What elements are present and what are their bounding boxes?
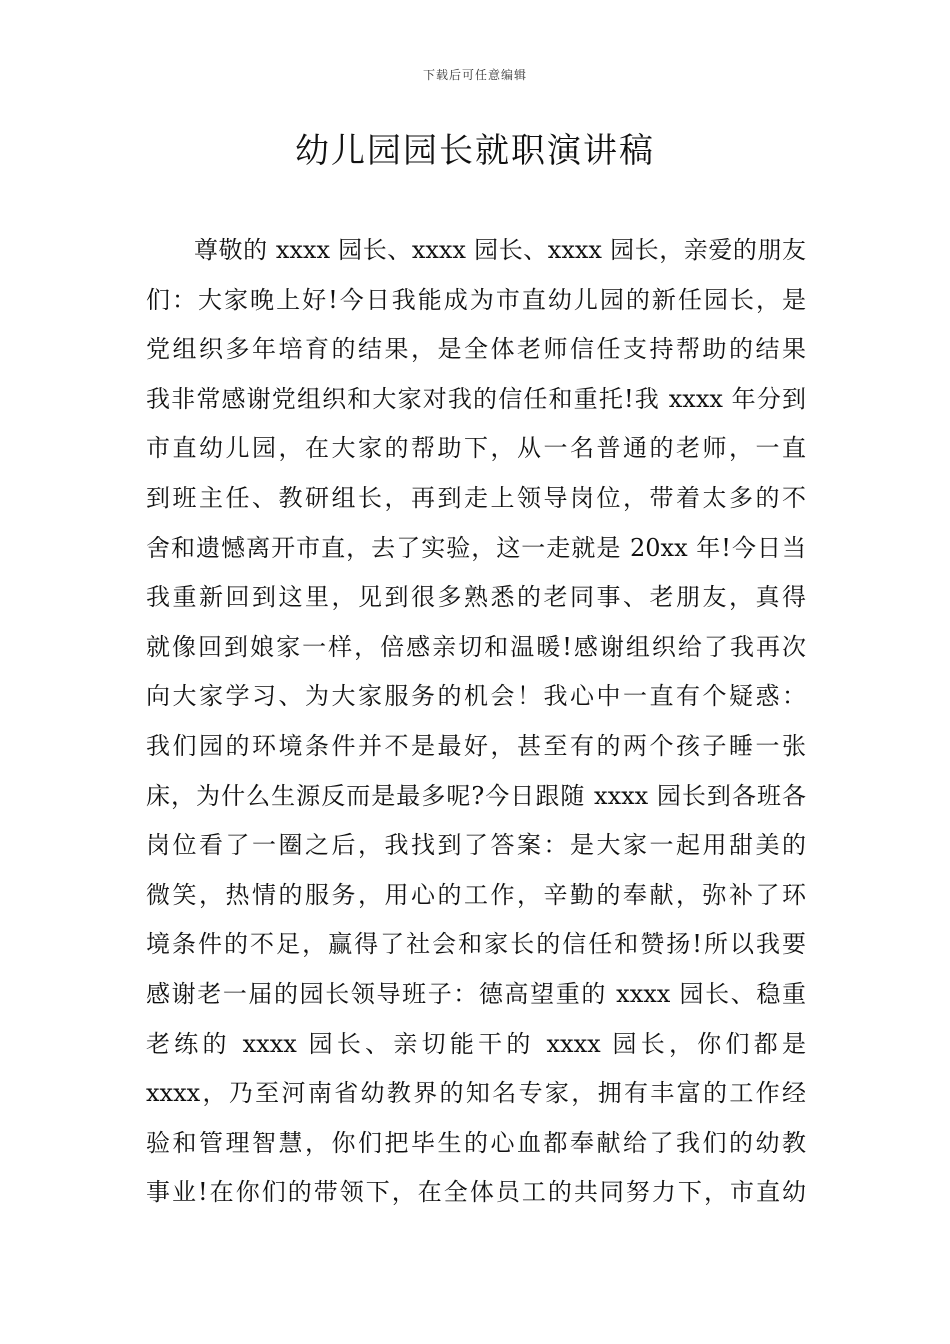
paragraph-line: 向大家学习、为大家服务的机会！我心中一直有个疑惑： (146, 682, 806, 711)
paragraph-line: 岗位看了一圈之后，我找到了答案：是大家一起用甜美的 (146, 831, 806, 860)
paragraph-line: 党组织多年培育的结果，是全体老师信任支持帮助的结果 (146, 335, 806, 364)
speech-body (146, 226, 806, 1218)
header-note: 下载后可任意编辑 (422, 68, 527, 82)
paragraph-line: xxxx，乃至河南省幼教界的知名专家，拥有丰富的工作经 (146, 1079, 806, 1108)
paragraph-line: 境条件的不足，赢得了社会和家长的信任和赞扬!所以我要 (146, 930, 806, 959)
paragraph-line: 我非常感谢党组织和大家对我的信任和重托!我 xxxx 年分到 (146, 384, 806, 413)
paragraph-line: 感谢老一届的园长领导班子：德高望重的 xxxx 园长、稳重 (146, 979, 806, 1008)
paragraph-line: 舍和遗憾离开市直，去了实验，这一走就是 20xx 年!今日当 (146, 533, 806, 562)
paragraph-line: 验和管理智慧，你们把毕生的心血都奉献给了我们的幼教 (146, 1128, 806, 1157)
paragraph-line: 床，为什么生源反而是最多呢?今日跟随 xxxx 园长到各班各 (146, 781, 806, 810)
paragraph-line: 微笑，热情的服务，用心的工作，辛勤的奉献，弥补了环 (146, 880, 806, 909)
paragraph-line: 我们园的环境条件并不是最好，甚至有的两个孩子睡一张 (146, 731, 806, 760)
paragraph-line: 们：大家晚上好!今日我能成为市直幼儿园的新任园长，是 (146, 285, 806, 314)
paragraph-line: 事业!在你们的带领下，在全体员工的共同努力下，市直幼 (146, 1178, 806, 1207)
document-title: 幼儿园园长就职演讲稿 (295, 131, 655, 171)
paragraph-line: 市直幼儿园，在大家的帮助下，从一名普通的老师，一直 (146, 434, 806, 463)
paragraph-line: 就像回到娘家一样，倍感亲切和温暖!感谢组织给了我再次 (146, 632, 806, 661)
paragraph-line: 尊敬的 xxxx 园长、xxxx 园长、xxxx 园长，亲爱的朋友 (194, 236, 806, 264)
paragraph-line: 到班主任、教研组长，再到走上领导岗位，带着太多的不 (146, 483, 806, 512)
paragraph-line: 老练的 xxxx 园长、亲切能干的 xxxx 园长，你们都是 (146, 1029, 806, 1058)
paragraph-line: 我重新回到这里，见到很多熟悉的老同事、老朋友，真得 (146, 583, 806, 612)
